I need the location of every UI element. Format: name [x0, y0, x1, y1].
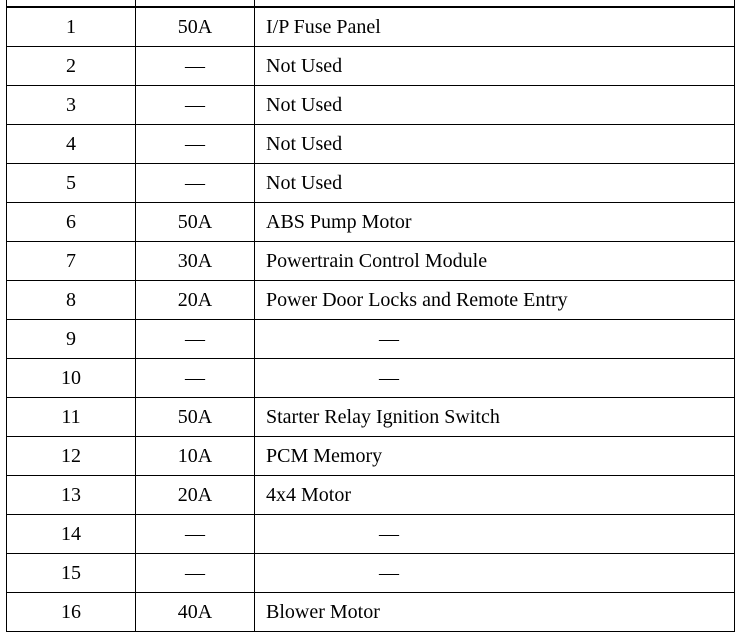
fuse-description-cell: I/P Fuse Panel: [255, 7, 735, 47]
fuse-number-cell: 10: [7, 359, 136, 398]
table-row: [7, 437, 735, 476]
fuse-amperage-cell: —: [136, 125, 255, 164]
fuse-description-cell: PCM Memory: [255, 437, 735, 476]
fuse-description-cell: Not Used: [255, 47, 735, 86]
fuse-number-cell: 7: [7, 242, 136, 281]
fuse-number-cell: 15: [7, 554, 136, 593]
fuse-amperage-cell: 50A: [136, 203, 255, 242]
table-row: [7, 86, 735, 125]
fuse-description-cell: —: [255, 515, 735, 554]
fuse-description-cell: Not Used: [255, 86, 735, 125]
header-cell-description: [255, 0, 735, 7]
table-row: [7, 398, 735, 437]
fuse-description-cell: Blower Motor: [255, 593, 735, 632]
fuse-amperage-cell: 50A: [136, 398, 255, 437]
header-cell-number: [7, 0, 136, 7]
fuse-amperage-cell: —: [136, 359, 255, 398]
header-cell-amperage: [136, 0, 255, 7]
fuse-amperage-cell: —: [136, 515, 255, 554]
fuse-description-cell: Powertrain Control Module: [255, 242, 735, 281]
fuse-amperage-cell: 50A: [136, 7, 255, 47]
fuse-description-cell: Power Door Locks and Remote Entry: [255, 281, 735, 320]
table-row: [7, 7, 735, 47]
table-row: [7, 554, 735, 593]
fuse-description-cell: ABS Pump Motor: [255, 203, 735, 242]
fuse-number-cell: 16: [7, 593, 136, 632]
fuse-description-cell: Not Used: [255, 125, 735, 164]
fuse-amperage-cell: —: [136, 554, 255, 593]
fuse-amperage-cell: 20A: [136, 476, 255, 515]
table-row: [7, 476, 735, 515]
fuse-description-cell: Not Used: [255, 164, 735, 203]
fuse-number-cell: 12: [7, 437, 136, 476]
fuse-description-cell: 4x4 Motor: [255, 476, 735, 515]
fuse-number-cell: 1: [7, 7, 136, 47]
fuse-number-cell: 3: [7, 86, 136, 125]
fuse-number-cell: 2: [7, 47, 136, 86]
fuse-amperage-cell: 40A: [136, 593, 255, 632]
fuse-amperage-cell: —: [136, 47, 255, 86]
fuse-table: [6, 0, 735, 632]
table-row: [7, 164, 735, 203]
table-row: [7, 47, 735, 86]
table-header-row: [7, 0, 735, 7]
fuse-number-cell: 9: [7, 320, 136, 359]
fuse-amperage-cell: 30A: [136, 242, 255, 281]
fuse-description-cell: —: [255, 320, 735, 359]
fuse-number-cell: 8: [7, 281, 136, 320]
fuse-amperage-cell: —: [136, 320, 255, 359]
fuse-number-cell: 4: [7, 125, 136, 164]
fuse-number-cell: 11: [7, 398, 136, 437]
fuse-description-cell: —: [255, 554, 735, 593]
fuse-number-cell: 14: [7, 515, 136, 554]
table-row: [7, 515, 735, 554]
table-row: [7, 320, 735, 359]
fuse-description-cell: Starter Relay Ignition Switch: [255, 398, 735, 437]
fuse-amperage-cell: —: [136, 164, 255, 203]
fuse-amperage-cell: 10A: [136, 437, 255, 476]
fuse-amperage-cell: —: [136, 86, 255, 125]
table-row: [7, 242, 735, 281]
table-row: [7, 359, 735, 398]
fuse-description-cell: —: [255, 359, 735, 398]
fuse-number-cell: 6: [7, 203, 136, 242]
fuse-number-cell: 13: [7, 476, 136, 515]
table-row: [7, 203, 735, 242]
fuse-number-cell: 5: [7, 164, 136, 203]
table-row: [7, 593, 735, 632]
table-row: [7, 125, 735, 164]
table-row: [7, 281, 735, 320]
fuse-amperage-cell: 20A: [136, 281, 255, 320]
